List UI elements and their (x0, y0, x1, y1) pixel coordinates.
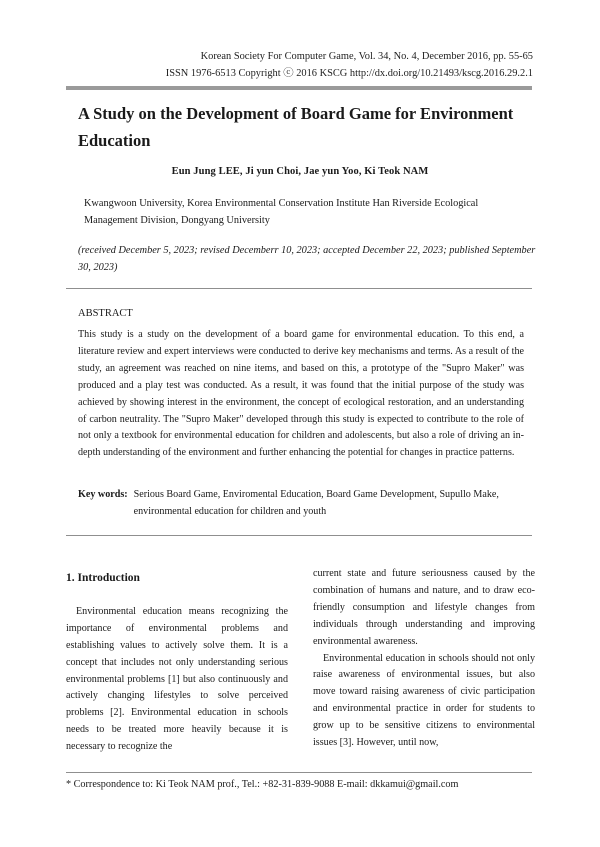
intro-paragraph-1: Environmental education means recognizing the importance of environmental problems and establishing values to actively solve them. It is a concept that includes not only understanding serious environmental problems [1] but also continuously and actively changing lifestyles to solve perceived problems [2]. Environmental education in schools needs to be treated more heavily because it is necessary to recognize the (66, 605, 288, 753)
keywords (78, 486, 524, 520)
intro-paragraph-1-continued: current state and future seriousness caused by the combination of humans and nature, and to draw eco-friendly consumption and lifestyle changes from individuals through understanding and improving environmental awareness. (313, 568, 535, 647)
right-column (313, 566, 535, 752)
intro-paragraph-2: Environmental education in schools should not only raise awareness of environmental issues, but also move toward raising awareness of civic participation and environmental practice in order for students to grow up to be sensitive citizens to environmental issues [3]. However, until now, (313, 652, 535, 749)
publication-dates: (received December 5, 2023; revised Decemberr 10, 2023; accepted December 22, 2023; published September 30, 2023) (78, 245, 536, 273)
affiliation: Kwangwoon University, Korea Environmental Conservation Institute Han Riverside Ecological Management Division, Dongyang University (84, 198, 479, 226)
journal-header (166, 48, 533, 82)
correspondence-footnote: * Correspondence to: Ki Teok NAM prof., Tel.: +82-31-839-9088 E-mail: dkkamui@gmail.com (66, 779, 459, 790)
keywords-label: Key words: (78, 489, 128, 500)
left-column (66, 566, 288, 756)
abstract-bottom-rule (66, 535, 532, 536)
keywords-text: Serious Board Game, Enviromental Education, Board Game Development, Supullo Make, environmental education for children and youth (133, 489, 499, 517)
abstract-body: This study is a study on the development of a board game for environmental education. To this end, a literature review and expert interviews were conducted to derive key mechanisms and terms. As a result of the study, an agreement was reached on nine items, and based on this, a prototype of the "Supro Maker" was produced and a play test was conducted. As a result, it was found that the initial purpose of the study was achieved by showing interest in the environment, the concept of ecological restoration, and an understanding of carbon neutrality. The "Supro Maker" developed through this study is expected to contribute to the role of not only a textbook for environmental education for children and adolescents, but also a role of driving an in-depth understanding of the environment and further enhancing the potential for changes in practice patterns. (78, 329, 524, 459)
author-list: Eun Jung LEE, Ji yun Choi, Jae yun Yoo, Ki Teok NAM (171, 166, 429, 177)
abstract-heading: ABSTRACT (78, 308, 133, 319)
section-heading-introduction: 1. Introduction (66, 572, 140, 584)
footnote-rule (66, 772, 532, 773)
issn-copyright-doi: ISSN 1976-6513 Copyright ⓒ 2016 KSCG http://dx.doi.org/10.21493/kscg.2016.29.2.1 (165, 68, 533, 79)
paper-title: A Study on the Development of Board Game for Environment Education (78, 104, 514, 150)
header-rule (66, 86, 532, 90)
journal-citation: Korean Society For Computer Game, Vol. 34, No. 4, December 2016, pp. 55-65 (200, 51, 533, 62)
abstract-top-rule (66, 288, 532, 289)
